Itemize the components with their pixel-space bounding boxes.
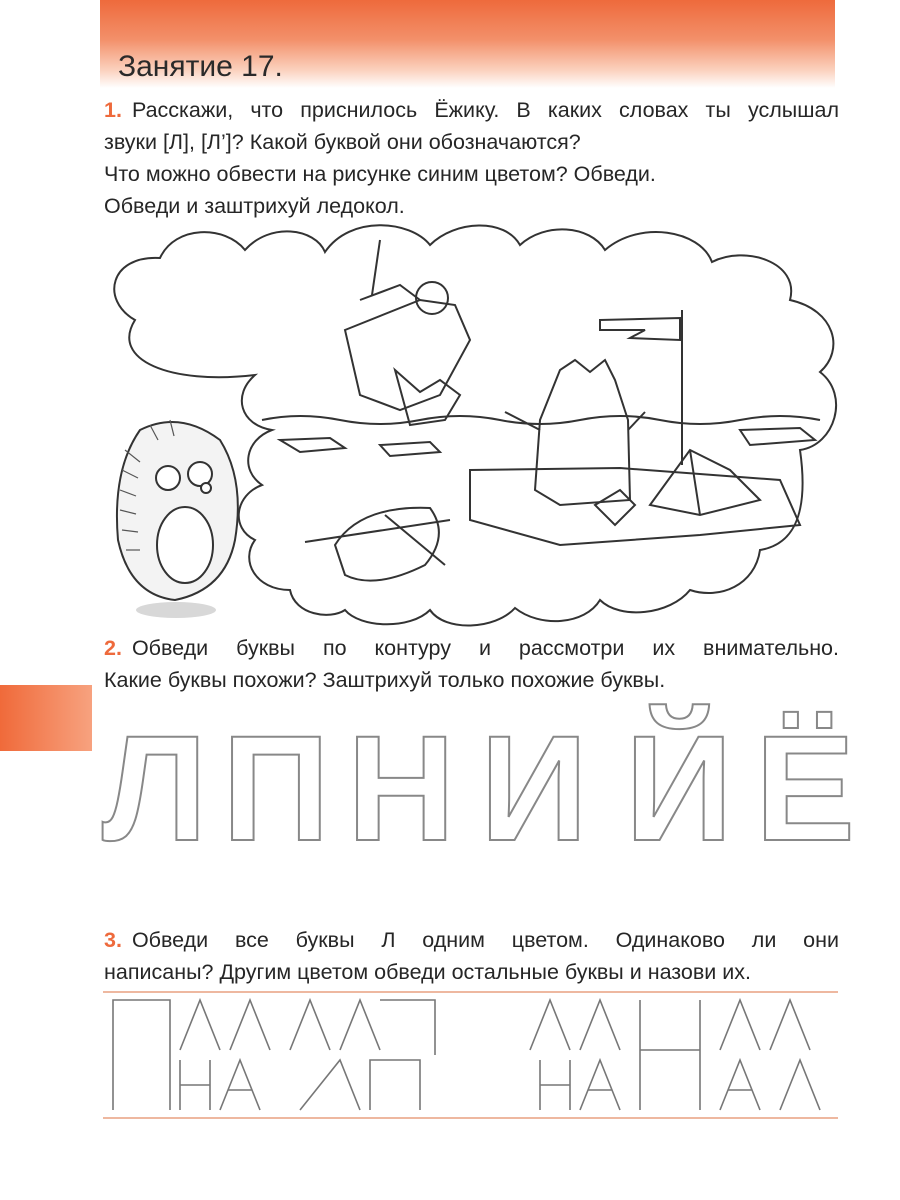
task-1-line-2: звуки [Л], [Л’]? Какой буквой они обозначаются? xyxy=(104,130,581,154)
task-2-line-1: 2. Обведи буквы по контуру и рассмотри их внимательно. xyxy=(104,636,839,660)
trace-letter: П xyxy=(222,704,330,872)
trace-letter: Н xyxy=(347,704,456,872)
task-3-line-2: написаны? Другим цветом обведи остальные буквы и назови их. xyxy=(104,960,752,984)
trace-letter: Ё xyxy=(755,704,856,872)
task-1-number: 1. xyxy=(104,98,122,122)
task-3-number: 3. xyxy=(104,928,122,952)
task-1-line-4: Обведи и заштрихуй ледокол. xyxy=(104,194,405,218)
trace-letter: Й xyxy=(625,704,733,872)
trace-letter: Л xyxy=(102,704,208,872)
lesson-title: Занятие 17. xyxy=(118,50,283,83)
task-1-line-1: 1. Расскажи, что приснилось Ёжику. В каких словах ты услышал xyxy=(104,98,839,122)
task-1-line-3: Что можно обвести на рисунке синим цветом? Обведи. xyxy=(104,162,656,186)
trace-letter: И xyxy=(480,704,588,872)
task-2-line-2: Какие буквы похожи? Заштрихуй только похожие буквы. xyxy=(104,668,666,692)
task-2-number: 2. xyxy=(104,636,122,660)
task-3-line-1: 3. Обведи все буквы Л одним цветом. Одинаково ли они xyxy=(104,928,839,952)
